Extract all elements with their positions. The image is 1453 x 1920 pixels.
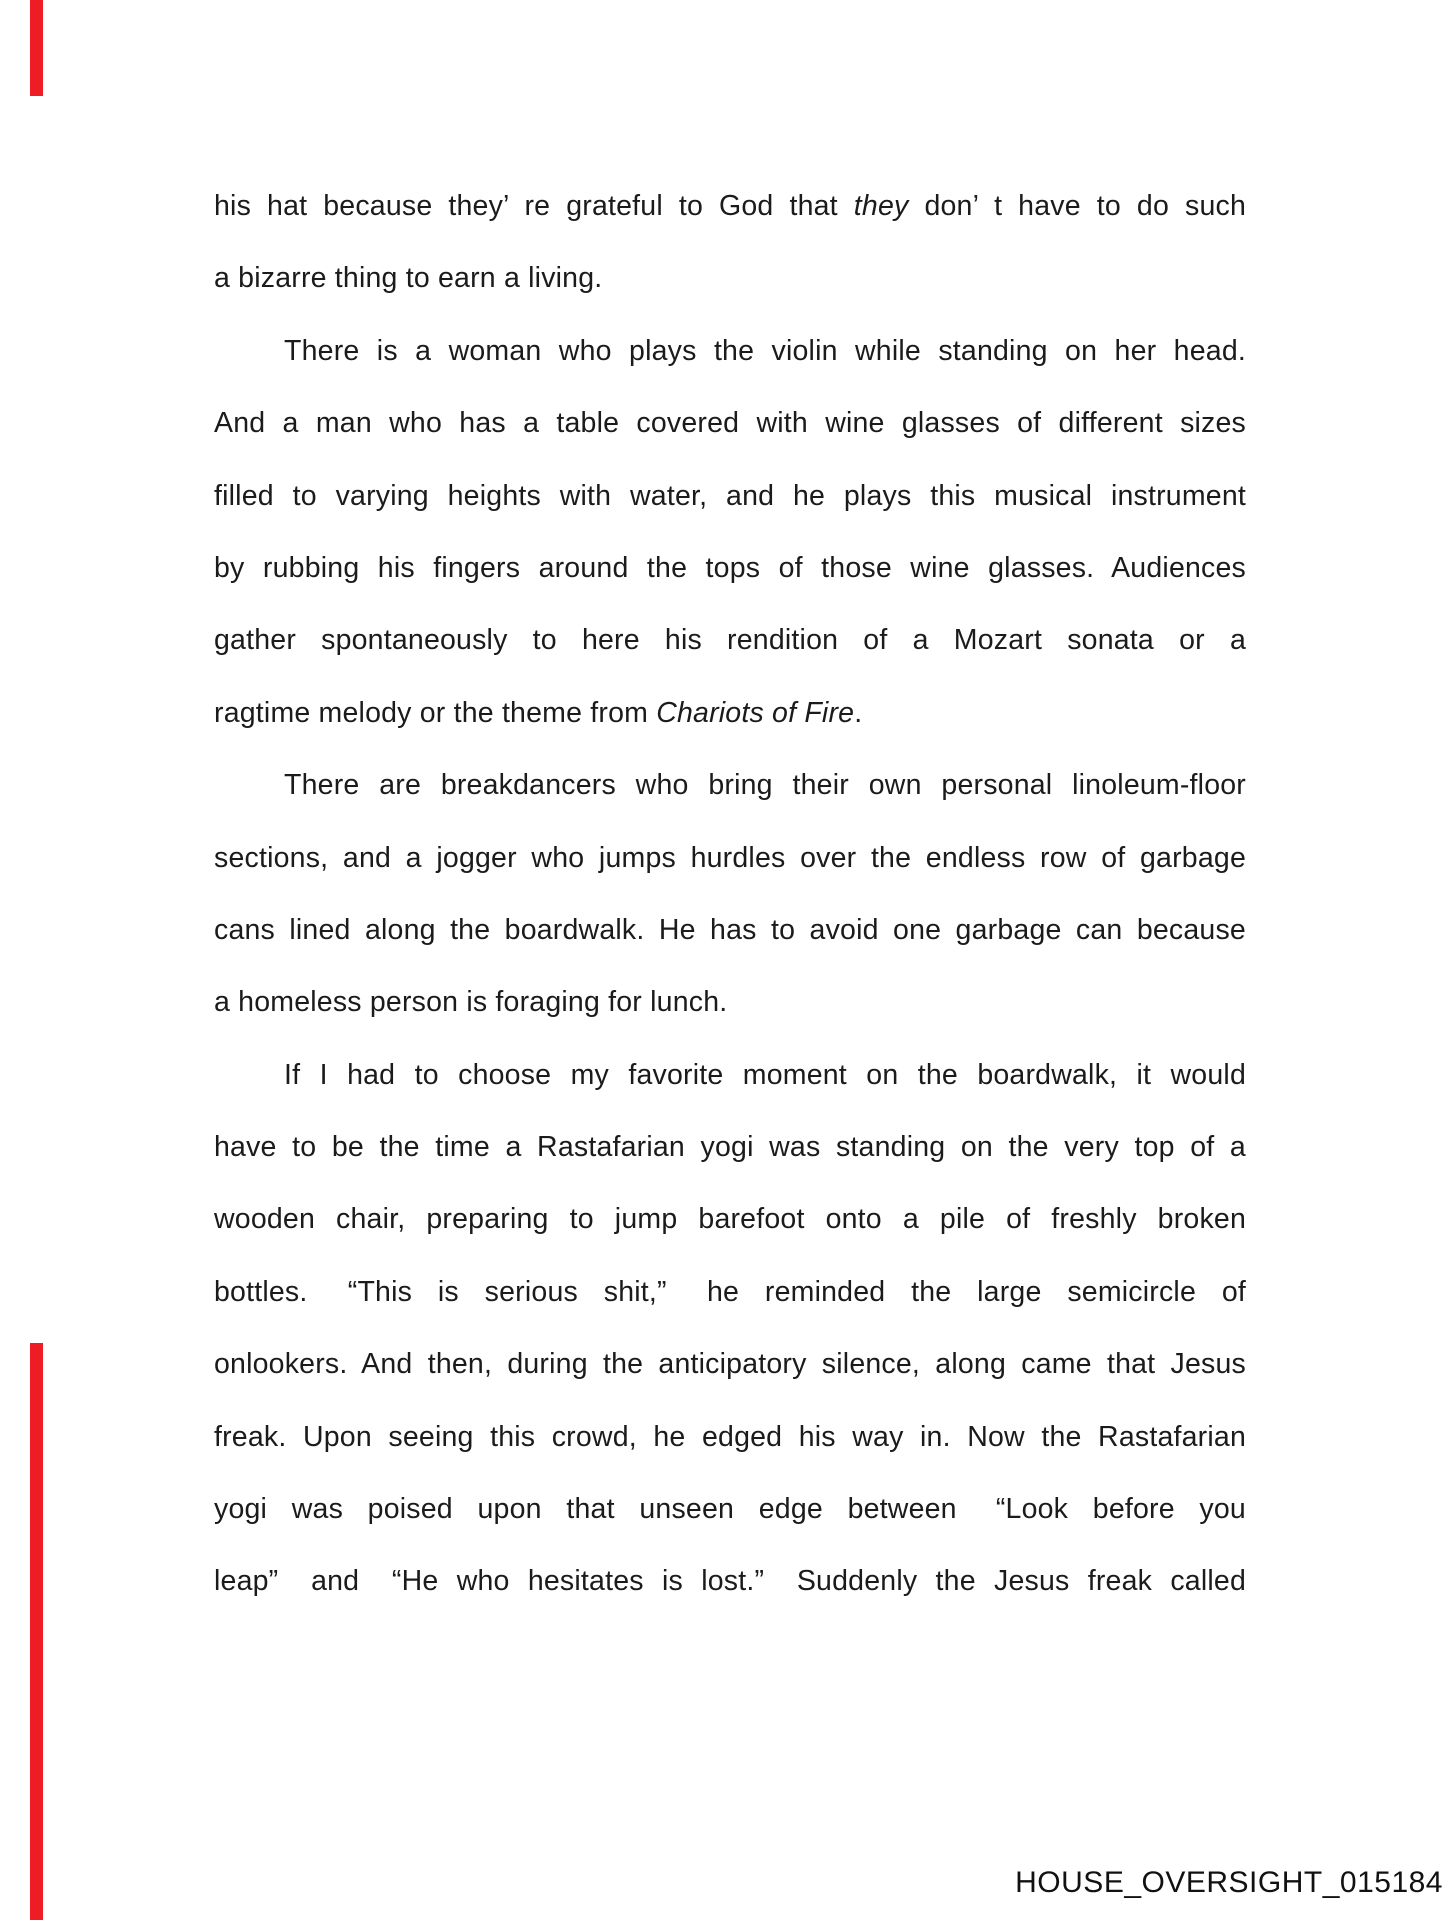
text-line <box>214 170 1246 242</box>
text-line <box>214 604 1246 676</box>
text-segment: a homeless person is foraging for lunch. <box>214 986 728 1019</box>
text-line <box>214 966 1246 1038</box>
text-segment: by rubbing his fingers around the tops of those wine glasses. Audiences <box>214 551 1246 584</box>
text-segment: freak. Upon seeing this crowd, he edged his way in. Now the Rastafarian <box>214 1420 1246 1453</box>
text-segment: don’ t have to do such <box>908 190 1246 222</box>
text-line <box>214 1039 1246 1111</box>
text-segment: his hat because they’ re grateful to God that <box>214 190 854 222</box>
text-segment: leap” and “He who hesitates is lost.” Suddenly the Jesus freak called <box>214 1565 1246 1598</box>
text-line <box>214 1256 1246 1328</box>
text-segment: wooden chair, preparing to jump barefoot onto a pile of freshly broken <box>214 1203 1246 1236</box>
text-line <box>214 1183 1246 1255</box>
bates-number: HOUSE_OVERSIGHT_015184 <box>1015 1866 1443 1899</box>
text-line <box>214 532 1246 604</box>
text-segment: gather spontaneously to here his rendition of a Mozart sonata or a <box>214 624 1246 657</box>
text-segment: a bizarre thing to earn a living. <box>214 262 603 295</box>
text-segment: have to be the time a Rastafarian yogi was standing on the very top of a <box>214 1131 1246 1164</box>
text-segment: There is a woman who plays the violin while standing on her head. <box>284 334 1246 367</box>
text-segment: If I had to choose my favorite moment on the boardwalk, it would <box>284 1058 1246 1091</box>
text-segment: . <box>854 696 863 729</box>
text-line <box>214 242 1246 314</box>
text-segment: ragtime melody or the theme from <box>214 696 657 729</box>
text-line <box>214 749 1246 821</box>
left-edge-mark-bottom <box>30 1343 43 1920</box>
text-line <box>214 677 1246 749</box>
text-line <box>214 1401 1246 1473</box>
text-segment: sections, and a jogger who jumps hurdles over the endless row of garbage <box>214 841 1246 874</box>
text-line <box>214 1473 1246 1545</box>
text-line <box>214 822 1246 894</box>
text-line <box>214 315 1246 387</box>
text-segment: cans lined along the boardwalk. He has to avoid one garbage can because <box>214 913 1246 946</box>
left-edge-mark-top <box>30 0 43 96</box>
text-line <box>214 1111 1246 1183</box>
text-segment: yogi was poised upon that unseen edge between “Look before you <box>214 1493 1246 1526</box>
text-line <box>214 894 1246 966</box>
italic-text-segment: they <box>853 190 909 222</box>
text-line <box>214 460 1246 532</box>
text-line <box>214 1328 1246 1400</box>
text-segment: bottles. “This is serious shit,” he reminded the large semicircle of <box>214 1275 1246 1308</box>
text-segment: filled to varying heights with water, and he plays this musical instrument <box>214 479 1246 512</box>
text-segment: And a man who has a table covered with wine glasses of different sizes <box>214 407 1246 440</box>
text-line <box>214 1545 1246 1617</box>
text-line <box>214 387 1246 459</box>
text-segment: onlookers. And then, during the anticipatory silence, along came that Jesus <box>214 1348 1246 1381</box>
italic-text-segment: Chariots of Fire <box>656 696 855 729</box>
text-block <box>214 170 1246 1618</box>
text-segment: There are breakdancers who bring their own personal linoleum-floor <box>284 769 1246 802</box>
